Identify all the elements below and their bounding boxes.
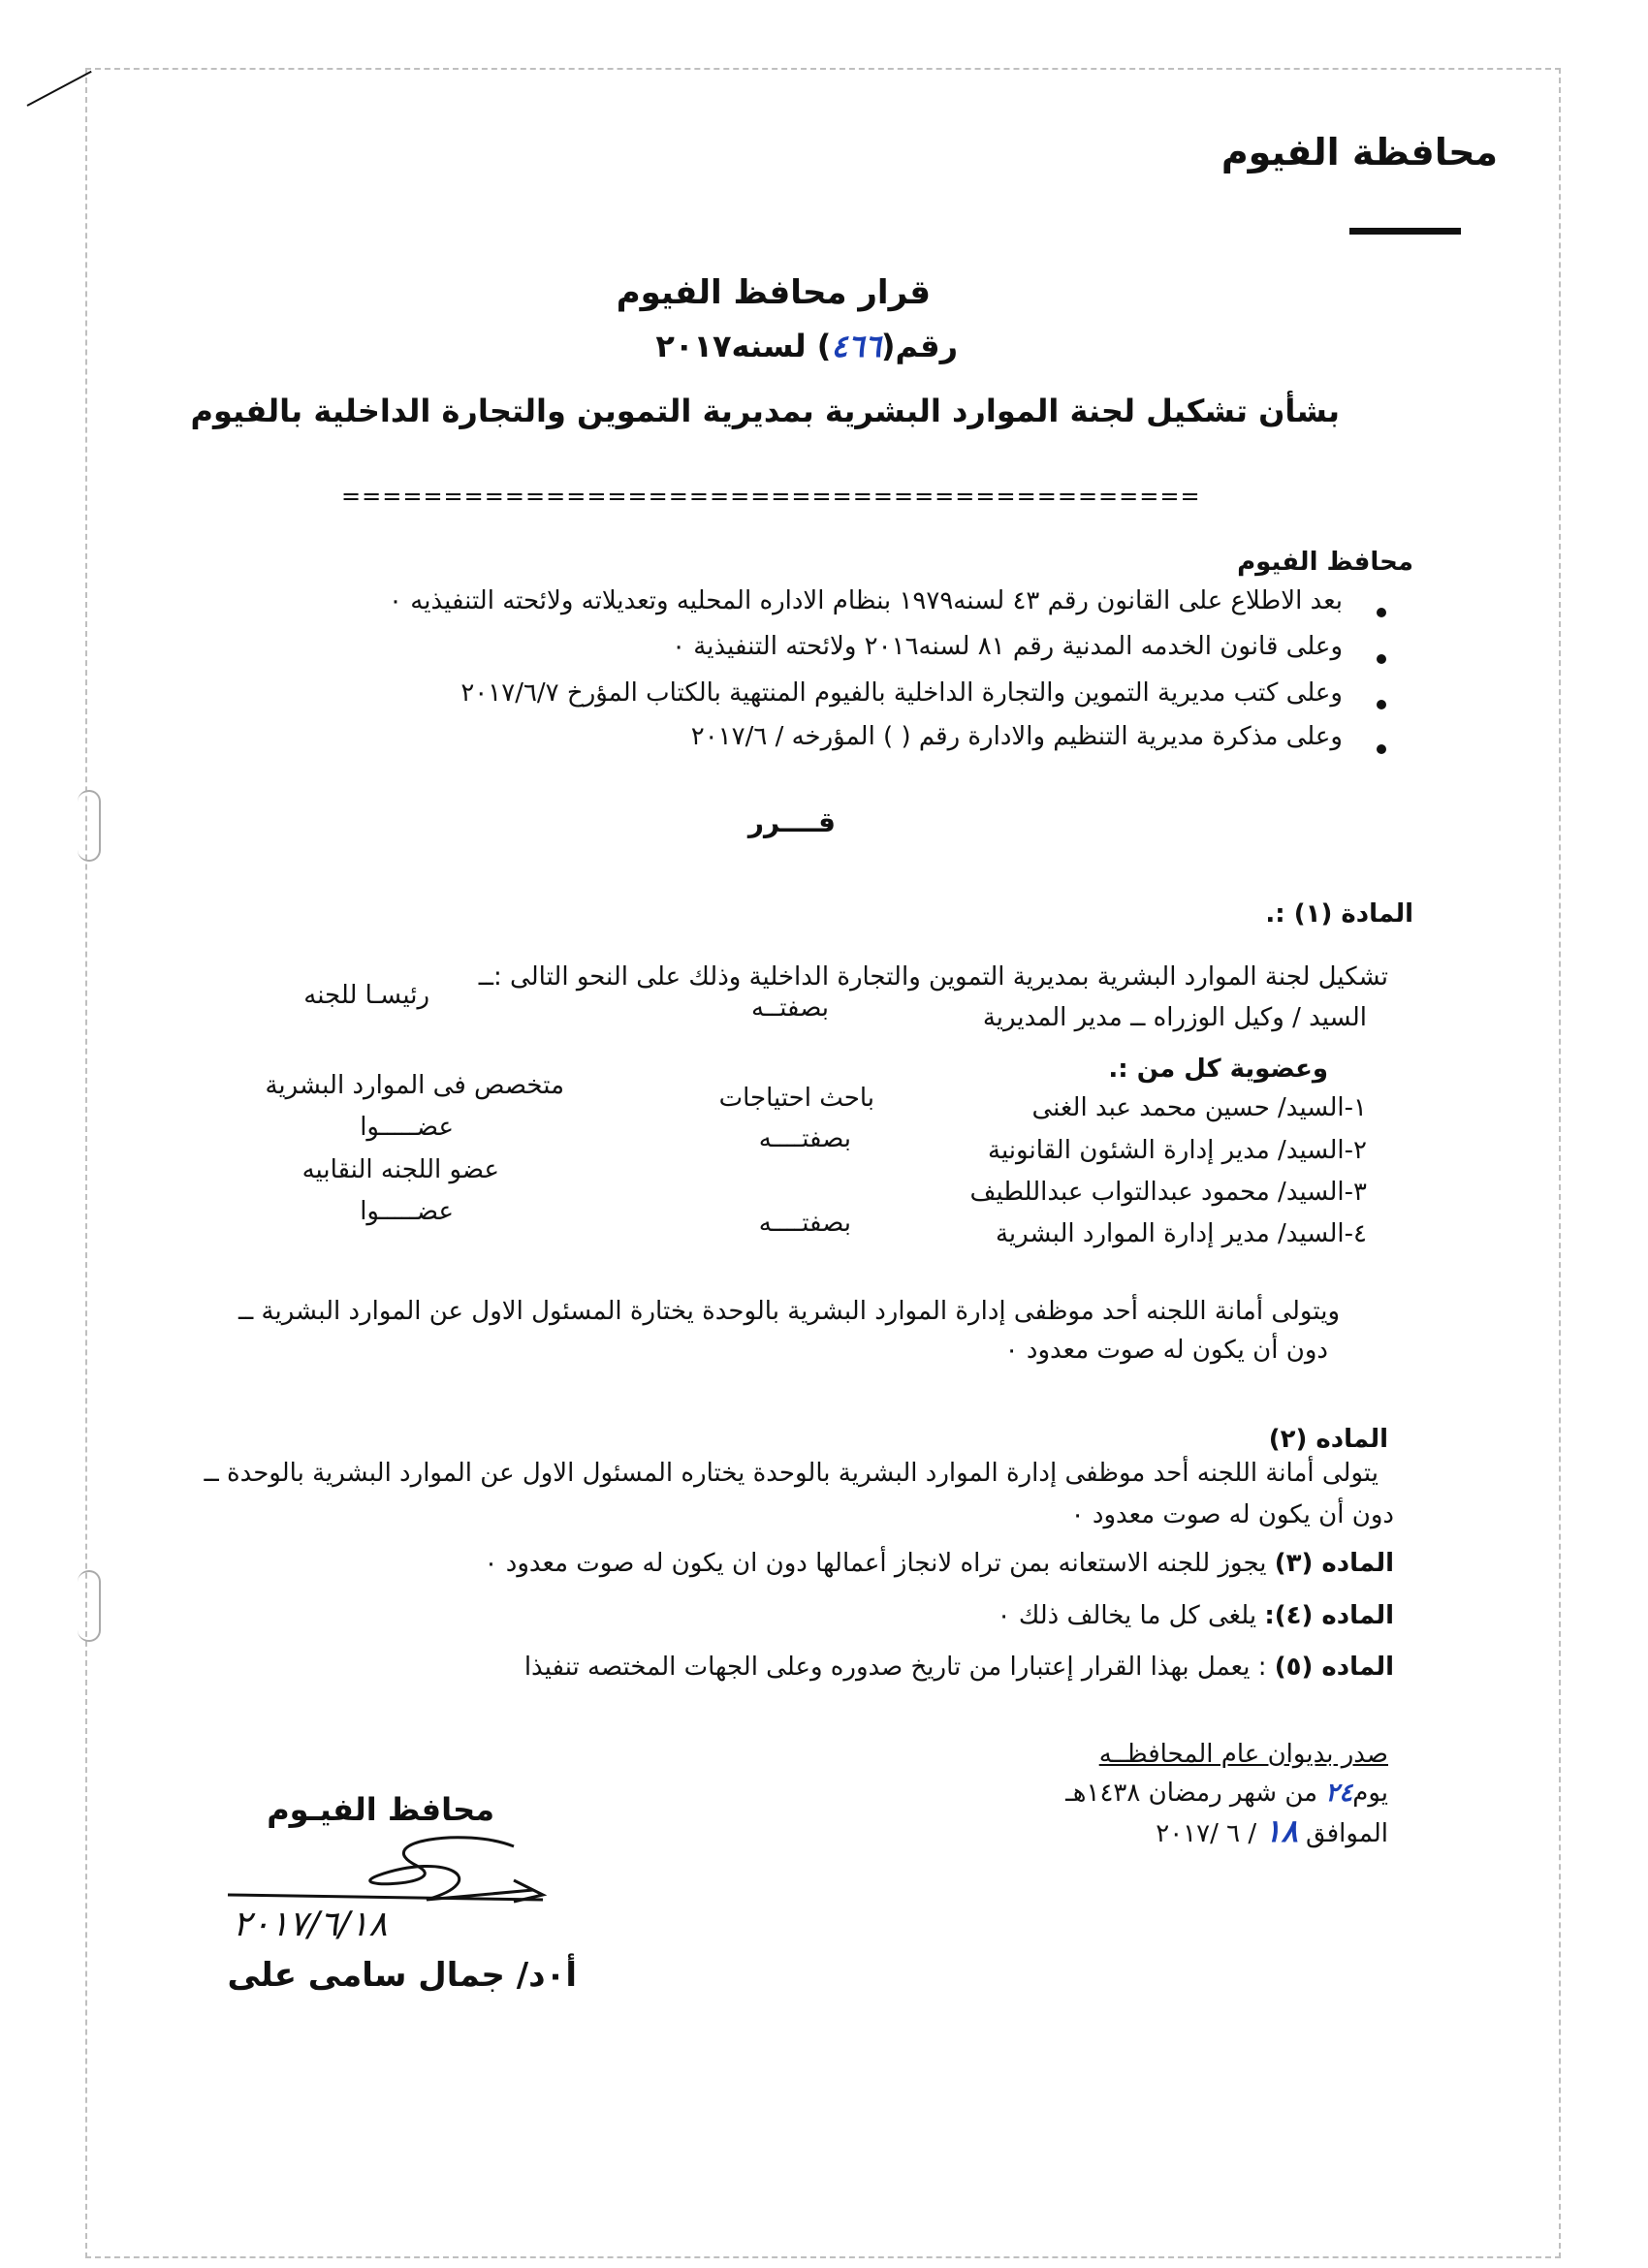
preamble-item: وعلى مذكرة مديرية التنظيم والادارة رقم ( ) المؤرخه / ٢٠١٧/٦ [690, 722, 1343, 751]
article1-intro: تشكيل لجنة الموارد البشرية بمديرية التموين والتجارة الداخلية وذلك على النحو التالى :ــ [478, 962, 1388, 992]
preamble-item: وعلى كتب مديرية التموين والتجارة الداخلية بالفيوم المنتهية بالكتاب المؤرخ ٢٠١٧/٦/٧ [460, 678, 1343, 708]
issued-date [1156, 1812, 1388, 1849]
preamble-item: وعلى قانون الخدمه المدنية رقم ٨١ لسنه٢٠١٦ ولائحته التنفيذية ٠ [672, 632, 1343, 661]
article2-heading: الماده (٢) [1268, 1425, 1388, 1454]
article3-text: يجوز للجنه الاستعانه بمن تراه لانجاز أعمالها دون ان يكون له صوت معدود ٠ [484, 1549, 1275, 1578]
scan-corner-mark [27, 71, 92, 107]
decree-number-prefix: رقم( [880, 328, 958, 364]
issued-day-suffix: من شهر رمضان ١٤٣٨هـ [1065, 1779, 1326, 1808]
member-role: متخصص فى الموارد البشرية [265, 1071, 564, 1100]
member-name: ٢-السيد/ مدير إدارة الشئون القانونية [988, 1136, 1367, 1165]
issued-day-prefix: يوم [1352, 1779, 1388, 1808]
article3-heading: الماده (٣) [1274, 1549, 1394, 1578]
article3 [485, 1549, 1394, 1578]
article4-text: يلغى كل ما يخالف ذلك ٠ [997, 1601, 1265, 1630]
header-underline [1349, 228, 1461, 235]
member-role: عضـــــوا [360, 1197, 454, 1226]
decree-number-suffix: ) لسنه٢٠١٧ [655, 328, 832, 364]
title-separator: ========================================== [341, 483, 1201, 510]
preamble-heading: محافظ الفيوم [1237, 548, 1413, 577]
member-name: ٤-السيد/ مدير إدارة الموارد البشرية [995, 1219, 1367, 1248]
article4 [998, 1601, 1394, 1630]
decree-word: قــــرر [747, 806, 836, 838]
article5-text: : يعمل بهذا القرار إعتبارا من تاريخ صدوره وعلى الجهات المختصه تنفيذا [523, 1653, 1275, 1682]
member-role: عضـــــوا [360, 1113, 454, 1142]
article5-heading: الماده (٥) [1274, 1653, 1394, 1682]
governorate-header: محافظة الفيوم [1220, 131, 1498, 173]
member-name: ١-السيد/ حسين محمد عبد الغنى [1031, 1093, 1367, 1122]
bullet [1377, 700, 1386, 709]
member-capacity: باحث احتياجات [718, 1084, 874, 1113]
punch-hole-bottom [78, 1570, 101, 1642]
decree-title: قرار محافظ الفيوم [616, 273, 931, 312]
article1-heading: المادة (١) :. [1265, 899, 1413, 929]
article1-secretariat-cont: دون أن يكون له صوت معدود ٠ [1004, 1336, 1328, 1365]
member-capacity: بصفتــــه [758, 1209, 851, 1238]
bullet [1377, 744, 1386, 754]
punch-hole-top [78, 790, 101, 862]
article1-secretariat: ويتولى أمانة اللجنه أحد موظفى إدارة الموارد البشرية بالوحدة يختارة المسئول الاول عن الموارد البشرية ــ [238, 1297, 1340, 1326]
chair-role: رئيسـا للجنه [303, 981, 429, 1010]
decree-number [655, 328, 958, 364]
article4-heading: الماده (٤): [1264, 1601, 1394, 1630]
bullet [1377, 654, 1386, 664]
issued-date-suffix: / ٦ /٢٠١٧ [1156, 1819, 1265, 1848]
member-role: عضو اللجنه النقابيه [301, 1155, 499, 1184]
article2-text: يتولى أمانة اللجنه أحد موظفى إدارة الموارد البشرية بالوحدة يختاره المسئول الاول عن الموارد البشرية بالوحدة ــ [204, 1459, 1379, 1488]
signatory-title: محافظ الفيـوم [267, 1791, 494, 1828]
decree-number-value: ٤٦٦ [831, 328, 881, 364]
signatory-name: أ٠د/ جمال سامى على [227, 1956, 577, 1995]
issued-line: صدر بديوان عام المحافظــه [1098, 1740, 1388, 1769]
article5 [524, 1653, 1394, 1682]
issued-day-value: ٢٤ [1325, 1779, 1353, 1808]
members-heading: وعضوية كل من :. [1108, 1055, 1328, 1084]
issued-date-value: ١٨ [1264, 1812, 1298, 1849]
bullet [1377, 608, 1386, 617]
article2-text-cont: دون أن يكون له صوت معدود ٠ [1070, 1500, 1394, 1529]
issued-day [1065, 1779, 1388, 1808]
chair-name: السيد / وكيل الوزراه ــ مدير المديرية [982, 1003, 1367, 1032]
preamble-item: بعد الاطلاع على القانون رقم ٤٣ لسنه١٩٧٩ بنظام الاداره المحليه وتعديلاته ولائحته التنفيذيه ٠ [389, 586, 1343, 615]
issued-date-prefix: الموافق [1297, 1819, 1388, 1848]
member-name: ٣-السيد/ محمود عبدالتواب عبداللطيف [969, 1178, 1367, 1207]
member-capacity: بصفتــــه [758, 1124, 851, 1153]
decree-subject: بشأن تشكيل لجنة الموارد البشرية بمديرية التموين والتجارة الداخلية بالفيوم [190, 393, 1340, 429]
handwritten-date: ٢٠١٧/٦/١٨ [233, 1905, 388, 1944]
chair-capacity: بصفتــه [751, 993, 829, 1023]
